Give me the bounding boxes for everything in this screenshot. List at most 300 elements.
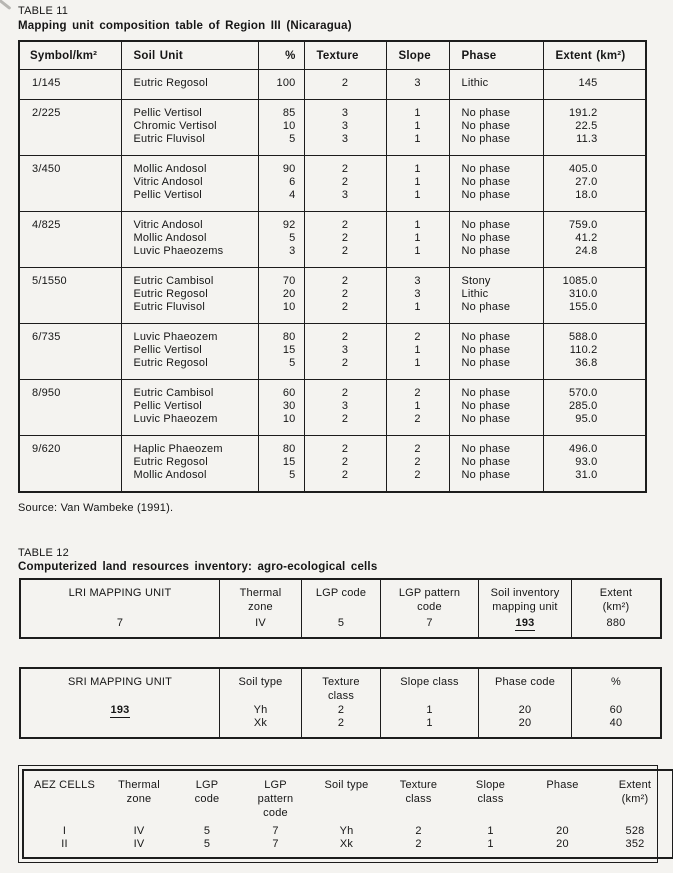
cell-line [552,133,646,146]
cell-line: No phase [461,469,511,481]
column-header [619,778,651,806]
cell-line: No phase [461,189,511,201]
value-line: Yh [339,825,354,837]
extent-value: 18.0 [575,189,598,201]
table11-cell-col-texture [304,324,386,380]
cell-line: 1 [414,400,421,412]
cell-line: 3 [289,245,296,257]
value-line: 20 [518,704,532,716]
cell-line: Pellic Vertisol [133,189,202,201]
cell-line: No phase [461,443,511,455]
cell-line: 2 [341,232,349,244]
table11-cell-col-slope [386,212,449,268]
cell-line: 3 [341,344,349,356]
header-line: LGP pattern [398,587,461,599]
value-line: Xk [339,838,354,850]
column-header [546,778,578,792]
column-header [316,586,366,600]
extent-value: 191.2 [568,107,598,119]
value-line: 1 [487,825,494,837]
cell-line: 6 [289,176,296,188]
cell-line: Lithic [461,77,489,89]
cell-content [106,772,172,856]
table11-group-row [19,100,646,156]
cell-content [21,669,219,737]
cell-line: 2 [414,469,421,481]
extent-value: 22.5 [575,120,598,132]
column-values [340,825,354,851]
value-line: 20 [518,717,532,729]
cell-line: Eutric Regosol [133,288,208,300]
column-header [239,675,283,689]
value-line [110,704,131,717]
value-line: II [61,838,68,850]
table11-cell-col-soil-unit [121,436,258,492]
table11-header-col-symbol: Symbol/km² [19,41,121,70]
cell-line [552,357,646,370]
cell-line: 1 [414,176,421,188]
cell-line: 3 [341,133,349,145]
cell-line: Luvic Phaeozems [133,245,224,257]
lri-mapping-unit-table-col [479,579,572,638]
sri-mapping-unit-table-col [572,668,662,738]
table11-cell-col-slope [386,380,449,436]
table11-cell-col-phase [449,156,543,212]
symbol-value: 8/950 [32,387,61,399]
cell-line: Luvic Phaeozem [133,413,218,425]
table11-cell-col-texture [304,436,386,492]
cell-line: 2 [341,77,349,89]
aez-cells-table-col [105,770,173,858]
lri-mapping-unit-table-col [302,579,381,638]
symbol-value: 9/620 [32,443,61,455]
sri-mapping-unit-table-col [381,668,479,738]
header-line: class [477,793,504,805]
cell-line: 5 [289,133,296,145]
value-line: Xk [253,717,268,729]
header-line: AEZ CELLS [33,779,96,791]
column-header [69,586,172,600]
table11-cell-col-soil-unit [121,212,258,268]
table11-cell-col-phase [449,70,543,100]
cell-line: 2 [414,331,421,343]
cell-content [384,772,453,856]
cell-line: Eutric Regosol [133,456,208,468]
table11-cell-col-phase [449,380,543,436]
table11-cell-col-extent [543,324,646,380]
cell-line: 30 [282,400,296,412]
column-values [607,617,626,630]
lri-mapping-unit-table-col [220,579,302,638]
table11-cell-col-phase [449,212,543,268]
cell-line: 3 [341,189,349,201]
column-header [400,675,458,689]
sri-mapping-unit-table-col [20,668,220,738]
cell-line: 2 [414,413,421,425]
cell-content [381,580,478,637]
column-values [204,825,210,851]
extent-value: 405.0 [568,163,598,175]
column-values [426,617,432,630]
cell-line: Pellic Vertisol [133,344,202,356]
lri-row [20,579,661,638]
column-header [258,778,294,820]
table11-cell-col-percent [258,380,304,436]
cell-line: No phase [461,331,511,343]
cell-content [311,772,382,856]
header-line: LGP [195,779,219,791]
aez-cells-table-col [23,770,105,858]
header-line: Texture [322,676,360,688]
cell-line: 2 [414,456,421,468]
cell-line: 1 [414,245,421,257]
cell-line [552,413,646,426]
extent-value: 759.0 [568,219,598,231]
cell-line: Pellic Vertisol [133,400,202,412]
cell-line: 1 [414,301,421,313]
header-line: mapping unit [492,601,558,613]
header-line: Slope class [400,676,459,688]
lri-mapping-unit-table [19,578,662,639]
header-line: LRI MAPPING UNIT [68,587,172,599]
table11-cell-col-percent [258,100,304,156]
extent-value: 110.2 [569,344,598,356]
table11-cell-col-percent [258,436,304,492]
table11-title: Mapping unit composition table of Region III (Nicaragua) [18,20,352,32]
table11 [18,40,647,493]
value-line: 40 [609,717,623,729]
column-header [322,675,359,703]
column-values [134,825,145,851]
table11-cell-symbol [19,324,121,380]
table11-cell-col-percent [258,212,304,268]
extent-value: 570.0 [568,387,598,399]
cell-line [552,387,646,400]
extent-value: 145 [578,77,598,89]
value-line: 1 [487,838,494,850]
value-line: 7 [272,838,279,850]
cell-line: 1 [414,107,421,119]
table11-cell-col-extent [543,212,646,268]
table11-label: TABLE 11 [18,5,69,17]
table11-group-row [19,156,646,212]
cell-line: No phase [461,120,511,132]
value-line: 7 [116,617,124,629]
cell-line [552,443,646,456]
column-values [415,825,421,851]
table11-cell-symbol [19,156,121,212]
cell-line [552,232,646,245]
value-line: 2 [415,838,422,850]
cell-line: 70 [282,275,296,287]
header-line: (km²) [621,793,649,805]
extent-value: 1085.0 [562,275,598,287]
cell-content [220,580,301,637]
table11-cell-col-texture [304,156,386,212]
header-line: class [405,793,432,805]
table11-cell-col-percent [258,268,304,324]
table11-cell-col-slope [386,70,449,100]
cell-line: 3 [341,400,349,412]
cell-line: 5 [289,232,296,244]
sri-mapping-unit-table [19,667,662,739]
extent-value: 155.0 [568,301,598,313]
cell-content [572,669,660,737]
table11-cell-col-phase [449,436,543,492]
cell-line: No phase [461,176,511,188]
cell-line: 2 [341,469,349,481]
column-values [255,617,266,630]
cell-line: 1 [414,163,421,175]
lri-mapping-unit-table-col [572,579,662,638]
value-line: 2 [415,825,422,837]
value-line: IV [255,617,266,629]
value-line: I [62,825,67,837]
cell-content [528,772,597,856]
extent-value: 496.0 [568,443,598,455]
header-line: Phase [546,779,579,791]
column-header [195,778,220,806]
aez-cells-table-col [241,770,310,858]
table11-cell-symbol [19,70,121,100]
cell-line [552,219,646,232]
cell-line [552,331,646,344]
column-values [61,825,68,851]
table11-body [19,70,646,492]
header-line: Soil type [238,676,283,688]
table11-cell-col-phase [449,324,543,380]
value-line: 1 [426,704,433,716]
header-line: class [327,690,355,702]
cell-line: No phase [461,413,511,425]
value-line: 20 [556,838,569,850]
cell-line: 5 [289,469,296,481]
column-header [68,675,172,689]
cell-line [552,344,646,357]
aez-cells-table-col [454,770,527,858]
cell-line: 92 [282,219,296,231]
cell-content [302,580,380,637]
column-values [487,825,493,851]
table12-title: Computerized land resources inventory: agro-ecological cells [18,561,378,573]
cell-line: Mollic Andosol [133,163,207,175]
value-line: 5 [337,617,345,629]
cell-line: Lithic [461,288,489,300]
header-line: LGP [264,779,287,791]
emphasized-value: 193 [110,704,130,716]
cell-line: 80 [282,443,296,455]
cell-line: 1 [414,133,421,145]
cell-line: No phase [461,219,511,231]
cell-line: 2 [341,288,349,300]
symbol-value: 4/825 [32,219,61,231]
column-values [338,617,344,630]
table12-label: TABLE 12 [18,547,69,559]
value-line: IV [133,825,145,837]
cell-line [552,400,646,413]
cell-content [455,772,526,856]
value-line: 528 [625,825,645,837]
cell-content [479,580,571,637]
column-header [325,778,369,792]
value-line: 2 [337,704,345,716]
cell-line [552,120,646,133]
header-line: Texture [399,779,438,791]
column-values [626,825,645,851]
cell-line: 20 [282,288,296,300]
table11-cell-col-percent [258,70,304,100]
header-line: Phase code [494,676,556,688]
cell-line [552,163,646,176]
header-line: SRI MAPPING UNIT [67,676,173,688]
extent-value: 27.0 [575,176,598,188]
table11-cell-col-extent [543,70,646,100]
cell-line: Mollic Andosol [133,232,207,244]
table11-group-row [19,268,646,324]
cell-line [552,107,646,120]
header-line: Soil inventory [490,587,560,599]
header-line: code [263,807,288,819]
cell-content [572,580,660,637]
cell-line: 2 [341,245,349,257]
value-line: 5 [203,838,211,850]
cell-line: Eutric Regosol [133,77,208,89]
column-values [515,617,536,630]
cell-line: 3 [414,275,421,287]
cell-line: 2 [341,163,349,175]
cell-content [21,580,219,637]
cell-line: 1 [414,357,421,369]
table11-cell-symbol [19,268,121,324]
cell-line: 3 [414,77,421,89]
cell-content [174,772,240,856]
cell-line: Pellic Vertisol [133,107,202,119]
value-line: 60 [609,704,623,716]
aez-cells-table-col [173,770,241,858]
aez-cells-table [22,769,673,859]
cell-line: No phase [461,400,511,412]
cell-line: Chromic Vertisol [133,120,217,132]
header-line: pattern [257,793,294,805]
sri-mapping-unit-table-col [302,668,381,738]
table11-cell-col-texture [304,100,386,156]
table11-header-col-texture: Texture [304,41,386,70]
cell-line: Eutric Regosol [133,357,208,369]
column-header [400,778,437,806]
value-line: 7 [272,825,279,837]
aez-cells-table-col [383,770,454,858]
cell-line: No phase [461,245,511,257]
table11-header-col-extent: Extent (km²) [543,41,646,70]
header-line: Thermal [118,779,160,791]
header-line: Slope [475,779,506,791]
scan-pencil-mark [0,0,11,10]
cell-content [302,669,380,737]
cell-line: No phase [461,107,511,119]
value-line: 1 [426,717,433,729]
table11-cell-col-soil-unit [121,324,258,380]
symbol-value: 1/145 [32,77,61,89]
cell-line: No phase [461,133,511,145]
header-line: code [417,601,442,613]
table11-cell-col-texture [304,380,386,436]
table11-cell-col-texture [304,212,386,268]
symbol-value: 3/450 [32,163,61,175]
value-line: 880 [606,617,626,629]
table11-cell-col-texture [304,268,386,324]
cell-line: 2 [341,301,349,313]
table11-header-row [19,41,646,70]
cell-line: Eutric Cambisol [133,387,214,399]
table11-cell-symbol [19,380,121,436]
cell-line: No phase [461,163,511,175]
extent-value: 95.0 [575,413,598,425]
table11-cell-symbol [19,436,121,492]
cell-line: 2 [414,387,421,399]
symbol-value: 6/735 [32,331,61,343]
cell-line: 5 [289,357,296,369]
cell-line: No phase [461,232,511,244]
table11-cell-col-phase [449,100,543,156]
cell-line: 2 [414,443,421,455]
cell-line [552,245,646,258]
cell-line: 10 [282,120,296,132]
cell-line [552,456,646,469]
extent-value: 93.0 [575,456,598,468]
header-line: Thermal [239,587,282,599]
cell-line: No phase [461,456,511,468]
lri-mapping-unit-table-col [381,579,479,638]
extent-value: 310.0 [568,288,598,300]
cell-line: 2 [341,219,349,231]
table11-cell-col-soil-unit [121,380,258,436]
column-values [254,704,268,730]
value-line: IV [133,838,145,850]
column-values [272,825,278,851]
table11-group-row [19,212,646,268]
cell-line: 60 [282,387,296,399]
symbol-value: 2/225 [32,107,61,119]
sri-mapping-unit-table-col [479,668,572,738]
table11-cell-col-slope [386,268,449,324]
cell-line: 1 [414,189,421,201]
table11-header-col-phase: Phase [449,41,543,70]
cell-line: 2 [341,275,349,287]
extent-value: 36.8 [575,357,598,369]
column-values [110,704,131,730]
value-line: Yh [253,704,268,716]
cell-line: 1 [414,219,421,231]
cell-line: 3 [414,288,421,300]
cell-line: Eutric Cambisol [133,275,214,287]
column-header [118,778,160,806]
cell-line: 15 [282,344,296,356]
cell-line [552,301,646,314]
table11-cell-symbol [19,212,121,268]
table11-cell-col-phase [449,268,543,324]
cell-line: 80 [282,331,296,343]
sri-row [20,668,661,738]
table11-cell-col-extent [543,268,646,324]
table11-cell-col-soil-unit [121,268,258,324]
column-header [495,675,555,689]
table11-cell-col-slope [386,436,449,492]
cell-line: Luvic Phaeozem [133,331,218,343]
cell-line: No phase [461,344,511,356]
extent-value: 588.0 [568,331,598,343]
aez-cells-table-col [310,770,383,858]
header-line: Extent [599,587,633,599]
